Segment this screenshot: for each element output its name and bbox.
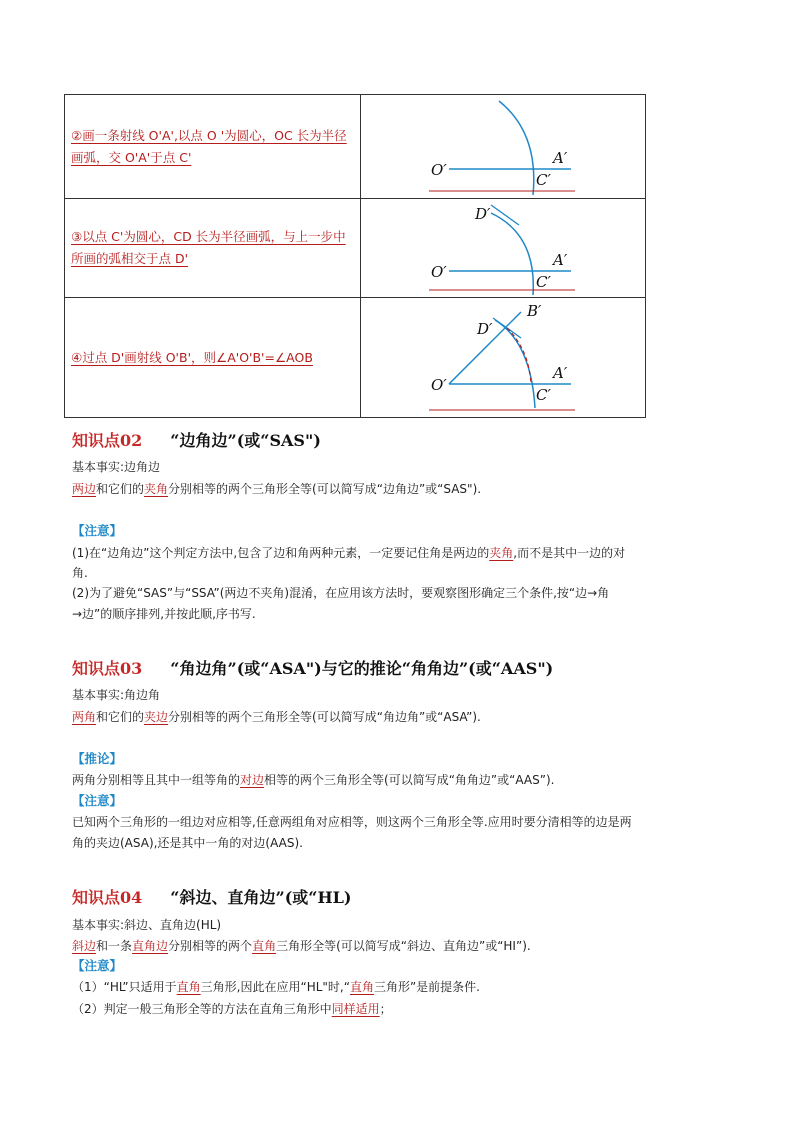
s4-definition: 斜边和一条直角边分别相等的两个直角三角形全等(可以简写成“斜边、直角边”或“HI”). <box>72 939 531 953</box>
step-2-figure <box>361 95 646 199</box>
s3-note-2: 角的夹边(ASA),还是其中一角的对边(AAS). <box>72 836 303 850</box>
step-4-figure <box>361 298 646 418</box>
s4-note-1: （1）“HL”只适用于直角三角形,因此在应用“HL"时,“直角三角形”是前提条件. <box>72 980 481 994</box>
label-o: O′ <box>431 161 447 179</box>
s2-note-tag: 【注意】 <box>72 523 123 538</box>
table-row <box>65 298 646 418</box>
s4-fact: 基本事实:斜边、直角边(HL) <box>72 918 222 932</box>
label-a: A′ <box>553 149 568 167</box>
s3-definition: 两角和它们的夹边分别相等的两个三角形全等(可以简写成“角边角”或“ASA”). <box>72 710 481 724</box>
table-row <box>65 199 646 298</box>
step-2-text: ②画一条射线 O'A',以点 O '为圆心，OC 长为半径画弧，交 O'A'于点 C' <box>65 95 361 199</box>
section-03-heading: 知识点03 “角边角”(或“ASA")与它的推论“角角边”(或“AAS") <box>72 659 554 678</box>
label-o: O′ <box>431 263 447 281</box>
s4-note-2: （2）判定一般三角形全等的方法在直角三角形中同样适用； <box>72 1002 392 1016</box>
s2-definition: 两边和它们的夹角分别相等的两个三角形全等(可以简写成“边角边”或“SAS"). <box>72 482 482 496</box>
label-c: C′ <box>536 386 551 404</box>
section-04-heading: 知识点04 “斜边、直角边”(或“HL) <box>72 888 352 907</box>
table-row <box>65 95 646 199</box>
label-d: D′ <box>477 320 493 338</box>
s3-corollary: 两角分别相等且其中一组等角的对边相等的两个三角形全等(可以简写成“角角边”或“AAS”). <box>72 773 555 787</box>
step-3-text: ③以点 C'为圆心，CD 长为半径画弧，与上一步中所画的弧相交于点 D' <box>65 199 361 298</box>
label-d: D′ <box>475 205 491 223</box>
s3-fact: 基本事实:角边角 <box>72 688 161 702</box>
label-b: B′ <box>527 302 542 320</box>
construction-steps-table <box>64 94 646 418</box>
label-a: A′ <box>553 251 568 269</box>
label-a: A′ <box>553 364 568 382</box>
s2-note-1: (1)在“边角边”这个判定方法中,包含了边和角两种元素，一定要记住角是两边的夹角,而不是其中一边的对 <box>72 546 626 560</box>
s2-fact: 基本事实:边角边 <box>72 460 161 474</box>
s3-note-tag: 【注意】 <box>72 793 123 808</box>
s2-note-2: (2)为了避免“SAS”与“SSA”(两边不夹角)混淆，在应用该方法时，要观察图形确定三个条件,按“边→角 <box>72 586 610 600</box>
s3-note-1: 已知两个三角形的一组边对应相等,任意两组角对应相等，则这两个三角形全等.应用时要分清相等的边是两 <box>72 815 632 829</box>
label-o: O′ <box>431 376 447 394</box>
section-02-heading: 知识点02 “边角边”(或“SAS") <box>72 431 321 450</box>
step-4-text: ④过点 D'画射线 O'B'，则∠A'O'B'=∠AOB <box>65 298 361 418</box>
s2-note-2-cont: →边”的顺序排列,并按此顺,序书写. <box>72 607 256 621</box>
s4-note-tag: 【注意】 <box>72 958 123 973</box>
s2-note-1-cont: 角. <box>72 566 88 580</box>
s3-corollary-tag: 【推论】 <box>72 751 123 766</box>
label-c: C′ <box>536 171 551 189</box>
step-3-figure <box>361 199 646 298</box>
label-c: C′ <box>536 273 551 291</box>
